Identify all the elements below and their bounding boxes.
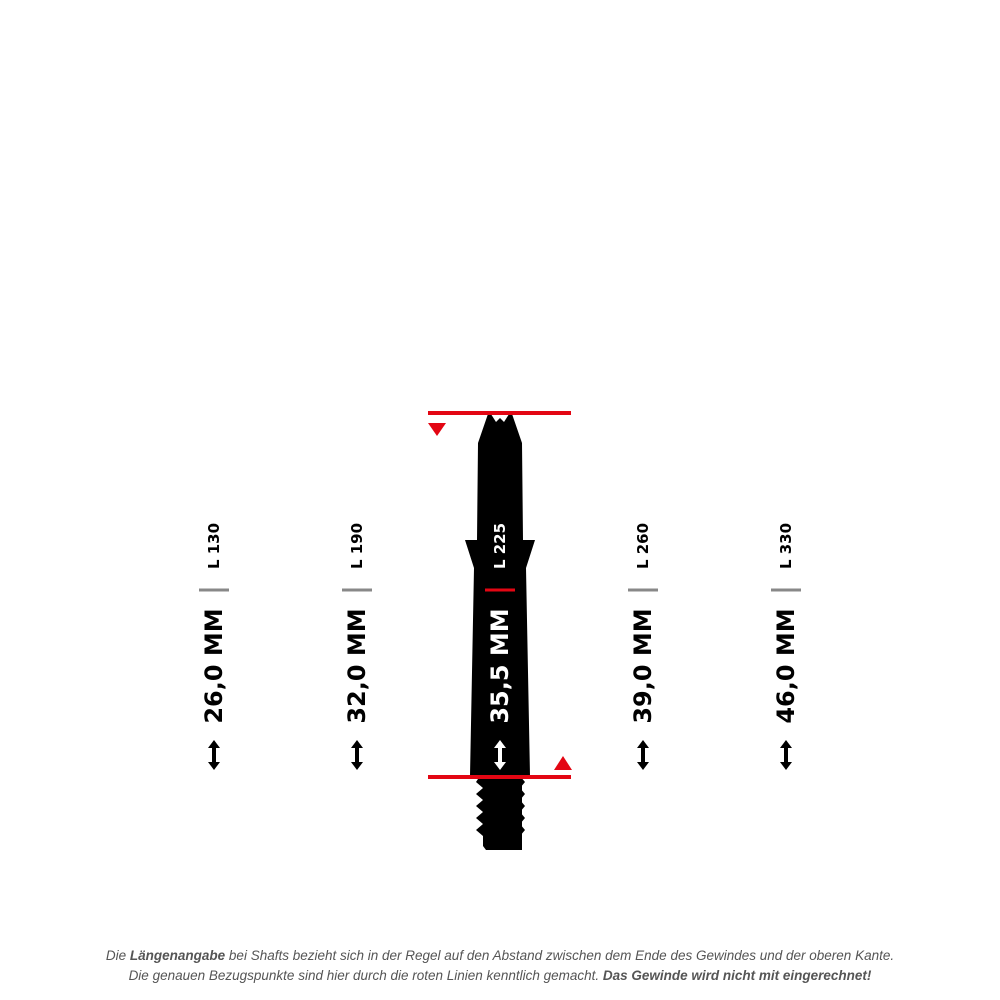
footnote-line-2: Die genauen Bezugspunkte sind hier durch die roten Linien kenntlich gemacht. Das Gewinde wird nicht mit eingerechnet! — [128, 968, 872, 983]
length-mm-label: 35,5 MM — [486, 608, 514, 724]
up-down-arrow-icon — [351, 740, 363, 770]
length-mm-label: 46,0 MM — [772, 608, 800, 724]
length-code-label: L 130 — [205, 522, 223, 570]
shaft-thread — [476, 776, 525, 850]
up-down-arrow-icon — [780, 740, 792, 770]
length-mm-label: 26,0 MM — [200, 608, 228, 724]
footnote — [0, 946, 1000, 986]
length-code-label: L 190 — [348, 522, 366, 570]
length-code-label: L 330 — [777, 522, 795, 570]
length-code-label: L 225 — [491, 522, 509, 570]
footnote-line-1: Die Längenangabe bei Shafts bezieht sich in der Regel auf den Abstand zwischen dem Ende des Gewindes und der oberen Kante. — [105, 948, 895, 963]
reference-marker-down-icon — [428, 423, 446, 436]
length-mm-label: 32,0 MM — [343, 608, 371, 724]
up-down-arrow-icon — [208, 740, 220, 770]
up-down-arrow-icon — [637, 740, 649, 770]
length-code-label: L 260 — [634, 522, 652, 570]
length-mm-label: 39,0 MM — [629, 608, 657, 724]
reference-marker-up-icon — [554, 756, 572, 770]
